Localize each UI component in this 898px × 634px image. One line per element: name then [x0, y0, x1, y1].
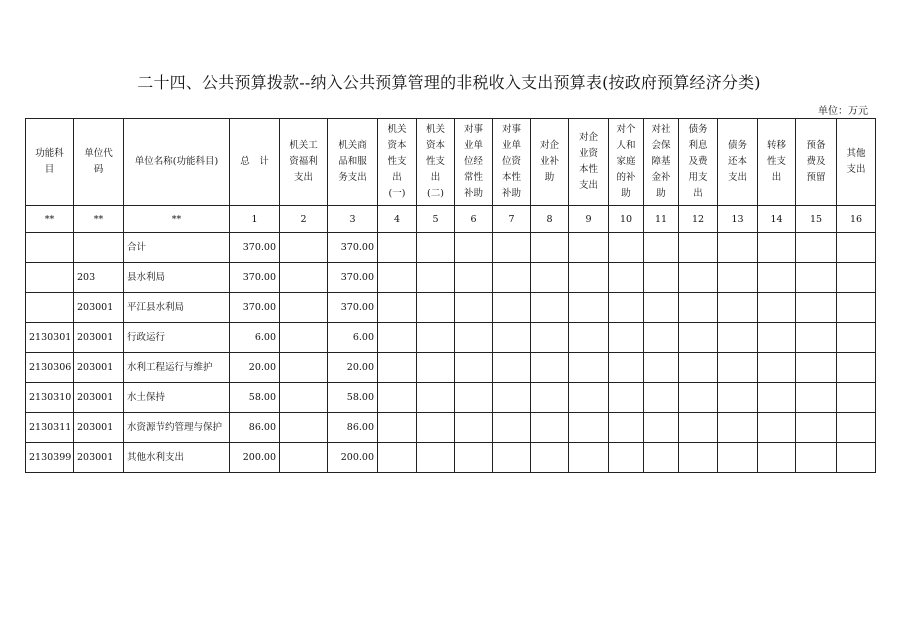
empty-cell: [569, 383, 609, 413]
empty-cell: [718, 353, 758, 383]
function-code-cell: [26, 293, 74, 323]
function-code-cell: 2130399: [26, 443, 74, 473]
wage-welfare-cell: [280, 353, 328, 383]
empty-cell: [531, 263, 569, 293]
goods-services-cell: 58.00: [328, 383, 378, 413]
empty-cell: [758, 383, 796, 413]
empty-cell: [531, 383, 569, 413]
column-header-label: 债务 还本 支出: [727, 140, 747, 183]
goods-services-cell: 6.00: [328, 323, 378, 353]
function-code-cell: 2130310: [26, 383, 74, 413]
column-header-label: 对个 人和 家庭 的补 助: [616, 124, 636, 199]
total-cell: 200.00: [230, 443, 280, 473]
empty-cell: [837, 323, 876, 353]
table-row: [26, 293, 876, 323]
empty-cell: [609, 323, 644, 353]
column-header: [455, 119, 493, 206]
empty-cell: [569, 353, 609, 383]
unit-code-cell: 203001: [74, 323, 124, 353]
empty-cell: [609, 413, 644, 443]
unit-name-cell: 平江县水利局: [124, 293, 230, 323]
goods-services-cell: 20.00: [328, 353, 378, 383]
empty-cell: [837, 233, 876, 263]
function-code-cell: 2130301: [26, 323, 74, 353]
column-index-cell: 15: [796, 206, 837, 233]
empty-cell: [417, 353, 455, 383]
empty-cell: [417, 263, 455, 293]
budget-table: [25, 118, 876, 473]
empty-cell: [569, 443, 609, 473]
column-header: [837, 119, 876, 206]
empty-cell: [796, 323, 837, 353]
empty-cell: [837, 293, 876, 323]
column-header-label: 机关 资本 性支 出 (二): [425, 124, 445, 199]
column-index-cell: 16: [837, 206, 876, 233]
goods-services-cell: 86.00: [328, 413, 378, 443]
column-index-cell: 2: [280, 206, 328, 233]
table-row: [26, 263, 876, 293]
column-index-cell: 8: [531, 206, 569, 233]
empty-cell: [796, 413, 837, 443]
empty-cell: [679, 323, 718, 353]
empty-cell: [569, 263, 609, 293]
column-header: [718, 119, 758, 206]
column-header: [124, 119, 230, 206]
empty-cell: [796, 383, 837, 413]
column-header: [74, 119, 124, 206]
unit-code-cell: 203001: [74, 383, 124, 413]
empty-cell: [837, 443, 876, 473]
column-header: [26, 119, 74, 206]
function-code-cell: [26, 263, 74, 293]
column-header-label: 对事 业单 位经 常性 补助: [463, 124, 483, 199]
column-header-label: 机关工 资福利 支出: [289, 140, 318, 183]
wage-welfare-cell: [280, 323, 328, 353]
empty-cell: [609, 233, 644, 263]
unit-code-cell: 203001: [74, 413, 124, 443]
empty-cell: [378, 413, 417, 443]
empty-cell: [417, 413, 455, 443]
column-index-cell: **: [26, 206, 74, 233]
empty-cell: [378, 353, 417, 383]
empty-cell: [644, 443, 679, 473]
empty-cell: [718, 263, 758, 293]
empty-cell: [796, 293, 837, 323]
table-row: [26, 383, 876, 413]
empty-cell: [455, 323, 493, 353]
function-code-cell: 2130306: [26, 353, 74, 383]
unit-name-cell: 其他水利支出: [124, 443, 230, 473]
table-row: [26, 443, 876, 473]
empty-cell: [493, 233, 531, 263]
column-header-label: 对企 业补 助: [539, 140, 559, 183]
function-code-cell: 2130311: [26, 413, 74, 443]
wage-welfare-cell: [280, 293, 328, 323]
column-header: [796, 119, 837, 206]
empty-cell: [378, 233, 417, 263]
empty-cell: [493, 293, 531, 323]
total-cell: 370.00: [230, 263, 280, 293]
column-header-label: 对社 会保 障基 金补 助: [651, 124, 671, 199]
unit-name-cell: 县水利局: [124, 263, 230, 293]
empty-cell: [679, 263, 718, 293]
goods-services-cell: 200.00: [328, 443, 378, 473]
empty-cell: [493, 383, 531, 413]
empty-cell: [644, 293, 679, 323]
total-cell: 6.00: [230, 323, 280, 353]
empty-cell: [531, 353, 569, 383]
column-index-cell: 4: [378, 206, 417, 233]
empty-cell: [455, 443, 493, 473]
column-header: [531, 119, 569, 206]
empty-cell: [531, 293, 569, 323]
column-index-cell: 3: [328, 206, 378, 233]
empty-cell: [644, 353, 679, 383]
column-index-cell: 12: [679, 206, 718, 233]
empty-cell: [796, 443, 837, 473]
column-index-cell: 5: [417, 206, 455, 233]
empty-cell: [455, 233, 493, 263]
empty-cell: [796, 353, 837, 383]
wage-welfare-cell: [280, 413, 328, 443]
column-header-label: 单位代 码: [84, 148, 113, 175]
goods-services-cell: 370.00: [328, 233, 378, 263]
empty-cell: [679, 233, 718, 263]
empty-cell: [493, 443, 531, 473]
empty-cell: [758, 293, 796, 323]
empty-cell: [378, 323, 417, 353]
empty-cell: [531, 233, 569, 263]
unit-name-cell: 水资源节约管理与保护: [124, 413, 230, 443]
empty-cell: [718, 443, 758, 473]
empty-cell: [609, 443, 644, 473]
column-header: [328, 119, 378, 206]
column-header-label: 预备 费及 预留: [806, 140, 826, 183]
empty-cell: [644, 413, 679, 443]
empty-cell: [531, 413, 569, 443]
table-row: [26, 353, 876, 383]
empty-cell: [569, 323, 609, 353]
empty-cell: [644, 263, 679, 293]
empty-cell: [837, 383, 876, 413]
column-header-label: 机关商 品和服 务支出: [338, 140, 367, 183]
empty-cell: [679, 413, 718, 443]
empty-cell: [837, 413, 876, 443]
empty-cell: [837, 353, 876, 383]
column-header: [609, 119, 644, 206]
empty-cell: [837, 263, 876, 293]
column-header: [758, 119, 796, 206]
empty-cell: [378, 383, 417, 413]
empty-cell: [378, 443, 417, 473]
empty-cell: [609, 383, 644, 413]
unit-label: 单位：万元: [818, 106, 868, 117]
empty-cell: [569, 413, 609, 443]
column-header: [378, 119, 417, 206]
header-row: [26, 119, 876, 206]
empty-cell: [718, 383, 758, 413]
wage-welfare-cell: [280, 263, 328, 293]
unit-name-cell: 水利工程运行与维护: [124, 353, 230, 383]
empty-cell: [493, 353, 531, 383]
empty-cell: [531, 323, 569, 353]
empty-cell: [455, 263, 493, 293]
column-header: [679, 119, 718, 206]
column-index-cell: 9: [569, 206, 609, 233]
empty-cell: [644, 323, 679, 353]
empty-cell: [758, 263, 796, 293]
table-row: [26, 323, 876, 353]
column-header-label: 对企 业资 本性 支出: [578, 132, 598, 191]
empty-cell: [718, 323, 758, 353]
empty-cell: [796, 233, 837, 263]
empty-cell: [531, 443, 569, 473]
empty-cell: [455, 383, 493, 413]
column-header-label: 机关 资本 性支 出 (一): [387, 124, 407, 199]
empty-cell: [679, 383, 718, 413]
empty-cell: [718, 233, 758, 263]
empty-cell: [417, 383, 455, 413]
unit-name-cell: 水土保持: [124, 383, 230, 413]
empty-cell: [758, 233, 796, 263]
empty-cell: [609, 263, 644, 293]
empty-cell: [679, 293, 718, 323]
goods-services-cell: 370.00: [328, 263, 378, 293]
empty-cell: [455, 413, 493, 443]
empty-cell: [569, 293, 609, 323]
column-header-label: 对事 业单 位资 本性 补助: [501, 124, 521, 199]
empty-cell: [455, 293, 493, 323]
empty-cell: [609, 353, 644, 383]
column-header: [280, 119, 328, 206]
empty-cell: [718, 413, 758, 443]
empty-cell: [455, 353, 493, 383]
page-title: 二十四、公共预算拨款--纳入公共预算管理的非税收入支出预算表(按政府预算经济分类): [137, 73, 761, 92]
column-header: [569, 119, 609, 206]
wage-welfare-cell: [280, 383, 328, 413]
total-cell: 86.00: [230, 413, 280, 443]
column-header-label: 总 计: [240, 156, 269, 167]
column-index-cell: 14: [758, 206, 796, 233]
column-index-cell: 1: [230, 206, 280, 233]
column-index-cell: 6: [455, 206, 493, 233]
wage-welfare-cell: [280, 233, 328, 263]
column-header-label: 其他 支出: [846, 148, 866, 175]
column-header: [230, 119, 280, 206]
empty-cell: [493, 413, 531, 443]
empty-cell: [758, 413, 796, 443]
column-header-label: 转移 性支 出: [766, 140, 786, 183]
empty-cell: [569, 233, 609, 263]
total-cell: 370.00: [230, 233, 280, 263]
empty-cell: [609, 293, 644, 323]
empty-cell: [679, 353, 718, 383]
total-cell: 58.00: [230, 383, 280, 413]
column-header: [644, 119, 679, 206]
wage-welfare-cell: [280, 443, 328, 473]
column-index-cell: 13: [718, 206, 758, 233]
column-index-cell: **: [124, 206, 230, 233]
goods-services-cell: 370.00: [328, 293, 378, 323]
unit-code-cell: [74, 233, 124, 263]
empty-cell: [796, 263, 837, 293]
total-cell: 370.00: [230, 293, 280, 323]
empty-cell: [417, 443, 455, 473]
column-header: [417, 119, 455, 206]
column-header-label: 功能科 目: [35, 148, 64, 175]
empty-cell: [493, 263, 531, 293]
column-index-cell: 7: [493, 206, 531, 233]
table-row: [26, 413, 876, 443]
empty-cell: [378, 293, 417, 323]
unit-name-cell: 合计: [124, 233, 230, 263]
column-header-label: 单位名称(功能科目): [134, 156, 219, 167]
empty-cell: [417, 293, 455, 323]
column-index-cell: **: [74, 206, 124, 233]
total-cell: 20.00: [230, 353, 280, 383]
empty-cell: [644, 383, 679, 413]
empty-cell: [417, 323, 455, 353]
unit-name-cell: 行政运行: [124, 323, 230, 353]
empty-cell: [378, 263, 417, 293]
column-header: [493, 119, 531, 206]
unit-code-cell: 203001: [74, 443, 124, 473]
column-index-cell: 10: [609, 206, 644, 233]
empty-cell: [493, 323, 531, 353]
empty-cell: [758, 353, 796, 383]
empty-cell: [679, 443, 718, 473]
column-index-row: [26, 206, 876, 233]
empty-cell: [758, 323, 796, 353]
unit-code-cell: 203001: [74, 293, 124, 323]
unit-code-cell: 203001: [74, 353, 124, 383]
function-code-cell: [26, 233, 74, 263]
column-header-label: 债务 利息 及费 用支 出: [688, 124, 708, 199]
empty-cell: [417, 233, 455, 263]
unit-code-cell: 203: [74, 263, 124, 293]
table-row: [26, 233, 876, 263]
empty-cell: [644, 233, 679, 263]
empty-cell: [718, 293, 758, 323]
column-index-cell: 11: [644, 206, 679, 233]
empty-cell: [758, 443, 796, 473]
